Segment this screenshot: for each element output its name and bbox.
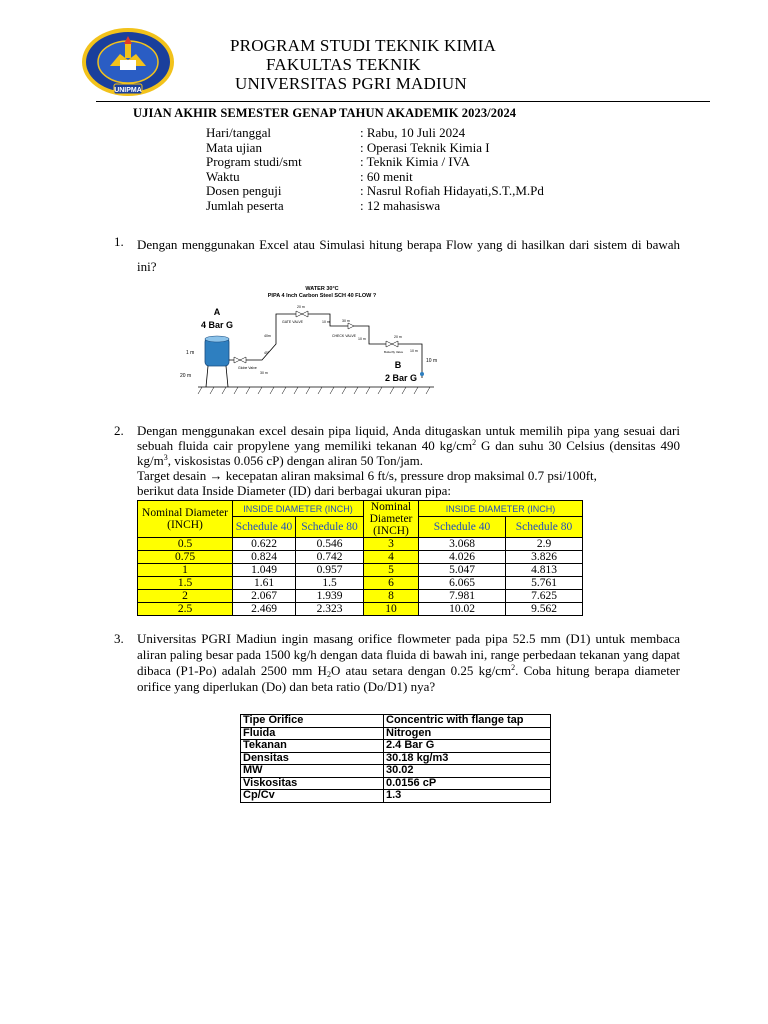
col-header-sch80: Schedule 80 xyxy=(296,517,364,538)
col-header-sch40: Schedule 40 xyxy=(419,517,506,538)
fluid-data-table xyxy=(240,714,551,803)
text-part: berikut data Inside Diameter (ID) dari berbagai ukuran pipa: xyxy=(137,483,452,498)
piping-diagram xyxy=(172,282,442,400)
header-divider xyxy=(96,101,710,102)
info-key: Mata ujian xyxy=(206,139,262,155)
butterfly-valve-label: Butterfly Valve xyxy=(384,350,404,354)
question-text xyxy=(137,631,680,695)
bottom-length: 30 m xyxy=(260,371,268,375)
info-key: Jumlah peserta xyxy=(206,197,284,213)
rise-length: 40m xyxy=(264,334,271,338)
question-number: 3. xyxy=(114,631,124,646)
info-value: : Operasi Teknik Kimia I xyxy=(360,139,490,155)
table-row: 0.5 0.622 0.546 3 3.068 2.9 xyxy=(138,538,583,551)
top-length: 20 m xyxy=(297,305,305,309)
col-header-nominal: Nominal Diameter (INCH) xyxy=(364,501,419,538)
header-line-1: PROGRAM STUDI TEKNIK KIMIA xyxy=(230,36,497,55)
text-part: O atau setara dengan 0.25 kg/cm xyxy=(330,663,512,678)
table-row: 2.5 2.469 2.323 10 10.02 9.562 xyxy=(138,603,583,616)
label-b: B xyxy=(394,360,402,370)
superscript: 3 xyxy=(163,453,168,462)
university-logo xyxy=(80,26,176,98)
height-10m: 10 m xyxy=(426,358,438,364)
globe-valve-label: Globe Valve xyxy=(238,366,257,370)
pressure-b: 2 Bar G xyxy=(384,373,418,383)
info-value: : Rabu, 10 Juli 2024 xyxy=(360,125,466,140)
col-header-inside: INSIDE DIAMETER (INCH) xyxy=(233,501,364,517)
header-line-3: UNIVERSITAS PGRI MADIUN xyxy=(235,74,467,93)
subscript: 2 xyxy=(326,670,331,679)
text-part: Target desain xyxy=(137,468,210,483)
table-row: Tipe Orifice Concentric with flange tap xyxy=(241,715,551,728)
question-number: 2. xyxy=(114,423,124,438)
text-part: Dengan menggunakan excel desain pipa liquid, Anda ditugaskan untuk memilih pipa yang sesuai dari sebuah fluida cair propylene yang memiliki tekanan 40 kg/cm xyxy=(137,423,680,453)
globe-valve-icon xyxy=(234,357,246,363)
table-row: 1.5 1.61 1.5 6 6.065 5.761 xyxy=(138,577,583,590)
table-row: 2 2.067 1.939 8 7.981 7.625 xyxy=(138,590,583,603)
info-value: : Teknik Kimia / IVA xyxy=(360,154,470,169)
arrow-icon: → xyxy=(209,468,223,483)
institution-header xyxy=(200,36,600,93)
superscript: 2 xyxy=(472,438,477,447)
superscript: 2 xyxy=(511,663,516,672)
question-number: 1. xyxy=(114,234,124,249)
logo-text: UNIPMA xyxy=(114,87,142,94)
col-header-sch40: Schedule 40 xyxy=(233,517,296,538)
ground-hatch xyxy=(198,387,430,394)
mid-drop-length: 10 m xyxy=(358,337,366,341)
gate-valve-label: GATE VALVE xyxy=(282,320,304,324)
text-part: Universitas PGRI Madiun ingin masang orifice flowmeter pada pipa 52.5 mm (D1) untuk membaca aliran paling besar pada 1500 kg/h dengan data fluida di bawah ini, range perbedaan tekanan yang dapat dibaca (P1-Po) adalah 2500 mm H xyxy=(137,631,680,678)
info-value: : 12 mahasiswa xyxy=(360,197,441,213)
diagram-title-1: WATER 30°C xyxy=(305,286,339,292)
text-part: , viskosistas 0.056 cP) dengan aliran 50 Ton/jam. xyxy=(167,453,423,468)
info-key: Program studi/smt xyxy=(206,154,302,169)
col-header-sch80: Schedule 80 xyxy=(506,517,583,538)
check-valve-icon xyxy=(348,323,354,329)
text-part: . Coba hitung berapa diameter orifice yang diperlukan (Do) dan beta ratio (Do/D1) nya? xyxy=(137,663,681,694)
butterfly-valve-icon xyxy=(386,341,398,347)
header-line-2: FAKULTAS TEKNIK xyxy=(266,55,421,74)
end-drop-length: 10 m xyxy=(410,349,418,353)
question-text: Dengan menggunakan Excel atau Simulasi hitung berapa Flow yang di hasilkan dari sistem di bawah ini? xyxy=(137,237,680,274)
info-key: Dosen penguji xyxy=(206,183,282,198)
table-row: Tekanan 2.4 Bar G xyxy=(241,740,551,753)
angle-label: 45° xyxy=(264,351,270,355)
height-1m: 1 m xyxy=(186,350,195,356)
drop-length: 10 m xyxy=(322,320,330,324)
table-row: Cp/Cv 1.3 xyxy=(241,790,551,803)
info-key: Hari/tanggal xyxy=(206,125,271,140)
info-value: : Nasrul Rofiah Hidayati,S.T.,M.Pd xyxy=(360,183,544,198)
label-a: A xyxy=(213,307,221,317)
diagram-title-2: PIPA 4 Inch Carbon Steel SCH 40 FLOW ? xyxy=(267,293,377,299)
end-length: 20 m xyxy=(394,335,402,339)
table-row: 0.75 0.824 0.742 4 4.026 3.826 xyxy=(138,551,583,564)
text-part: kecepatan aliran maksimal 6 ft/s, pressure drop maksimal 0.7 psi/100ft, xyxy=(222,468,597,483)
check-valve-label: CHECK VALVE xyxy=(332,334,356,338)
col-header-inside: INSIDE DIAMETER (INCH) xyxy=(419,501,583,517)
height-20m: 20 m xyxy=(180,373,192,379)
table-row: Densitas 30.18 kg/m3 xyxy=(241,752,551,765)
question-text xyxy=(137,423,680,498)
table-row: MW 30.02 xyxy=(241,765,551,778)
text-part: G dan suhu 30 Celsius (densitas 490 kg/m xyxy=(137,438,680,468)
exam-title: UJIAN AKHIR SEMESTER GENAP TAHUN AKADEMIK 2023/2024 xyxy=(133,106,517,120)
table-row: Fluida Nitrogen xyxy=(241,727,551,740)
table-row: Viskositas 0.0156 cP xyxy=(241,777,551,790)
table-row: 1 1.049 0.957 5 5.047 4.813 xyxy=(138,564,583,577)
pressure-a: 4 Bar G xyxy=(200,320,234,330)
gate-valve-icon xyxy=(296,311,308,317)
info-value: : 60 menit xyxy=(360,168,413,184)
info-key: Waktu xyxy=(206,168,240,184)
mid-length: 30 m xyxy=(342,319,350,323)
col-header-nominal: Nominal Diameter (INCH) xyxy=(138,501,233,538)
inside-diameter-table xyxy=(137,500,583,616)
